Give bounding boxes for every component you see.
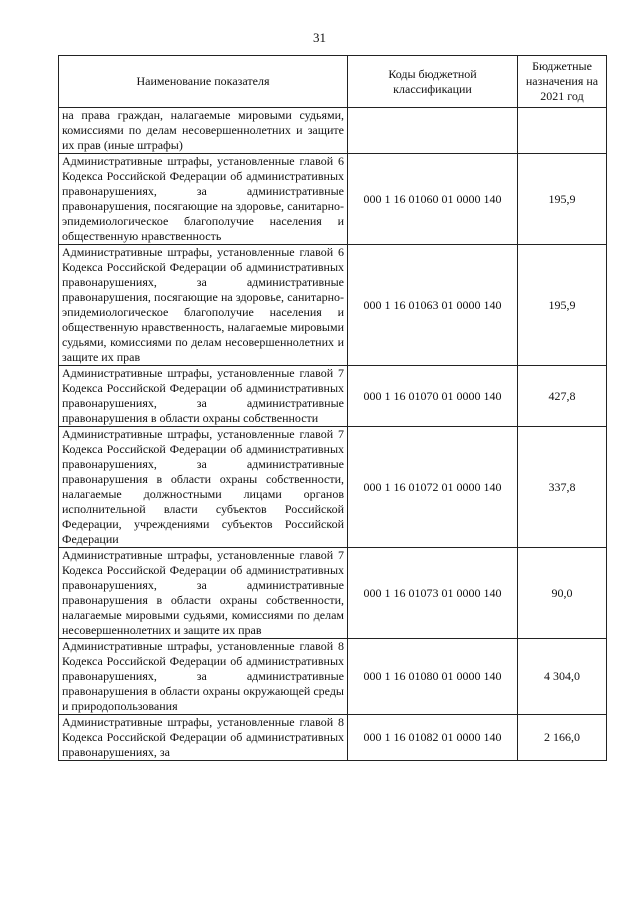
table-row: [59, 245, 607, 366]
header-value: Бюджетные назначения на 2021 год: [518, 56, 607, 108]
row-value: 427,8: [518, 366, 607, 427]
row-name: Административные штрафы, установленные главой 7 Кодекса Российской Федерации об административных правонарушениях, за административные правонарушения в области охраны собственности: [59, 366, 348, 427]
table-row: [59, 548, 607, 639]
table-row: [59, 715, 607, 761]
table-row: [59, 427, 607, 548]
row-code: 000 1 16 01072 01 0000 140: [348, 427, 518, 548]
header-name: Наименование показателя: [59, 56, 348, 108]
row-name: Административные штрафы, установленные главой 7 Кодекса Российской Федерации об административных правонарушениях, за административные правонарушения в области охраны собственности, налагаемые мировыми судьями, комиссиями по делам несовершеннолетних и защите их прав: [59, 548, 348, 639]
row-code: 000 1 16 01082 01 0000 140: [348, 715, 518, 761]
table-row: [59, 366, 607, 427]
page-number: 31: [313, 30, 326, 45]
row-value: 2 166,0: [518, 715, 607, 761]
table-header-row: [59, 56, 607, 108]
row-name: Административные штрафы, установленные главой 6 Кодекса Российской Федерации об административных правонарушениях, за административные правонарушения, посягающие на здоровье, санитарно-эпидемиологическое благополучие населения и общественную нравственность, налагаемые мировыми судьями, комиссиями по делам несовершеннолетних и защите их прав: [59, 245, 348, 366]
row-code: [348, 108, 518, 154]
row-name: Административные штрафы, установленные главой 8 Кодекса Российской Федерации об административных правонарушениях, за административные правонарушения в области охраны окружающей среды и природопользования: [59, 639, 348, 715]
row-value: 90,0: [518, 548, 607, 639]
row-name: на права граждан, налагаемые мировыми судьями, комиссиями по делам несовершеннолетних и защите их прав (иные штрафы): [59, 108, 348, 154]
table-row: [59, 639, 607, 715]
row-name: Административные штрафы, установленные главой 6 Кодекса Российской Федерации об административных правонарушениях, за административные правонарушения, посягающие на здоровье, санитарно-эпидемиологическое благополучие населения и общественную нравственность: [59, 154, 348, 245]
header-code: Коды бюджетной классификации: [348, 56, 518, 108]
row-value: 337,8: [518, 427, 607, 548]
row-value: 195,9: [518, 245, 607, 366]
row-value: 195,9: [518, 154, 607, 245]
row-value: 4 304,0: [518, 639, 607, 715]
table-row: [59, 108, 607, 154]
row-name: Административные штрафы, установленные главой 7 Кодекса Российской Федерации об административных правонарушениях, за административные правонарушения в области охраны собственности, налагаемые должностными лицами органов исполнительной власти субъектов Российской Федерации, учреждениями субъектов Российской Федерации: [59, 427, 348, 548]
row-code: 000 1 16 01060 01 0000 140: [348, 154, 518, 245]
table-row: [59, 154, 607, 245]
budget-table: [58, 55, 607, 761]
row-name: Административные штрафы, установленные главой 8 Кодекса Российской Федерации об административных правонарушениях, за: [59, 715, 348, 761]
row-code: 000 1 16 01080 01 0000 140: [348, 639, 518, 715]
row-value: [518, 108, 607, 154]
row-code: 000 1 16 01073 01 0000 140: [348, 548, 518, 639]
row-code: 000 1 16 01070 01 0000 140: [348, 366, 518, 427]
row-code: 000 1 16 01063 01 0000 140: [348, 245, 518, 366]
